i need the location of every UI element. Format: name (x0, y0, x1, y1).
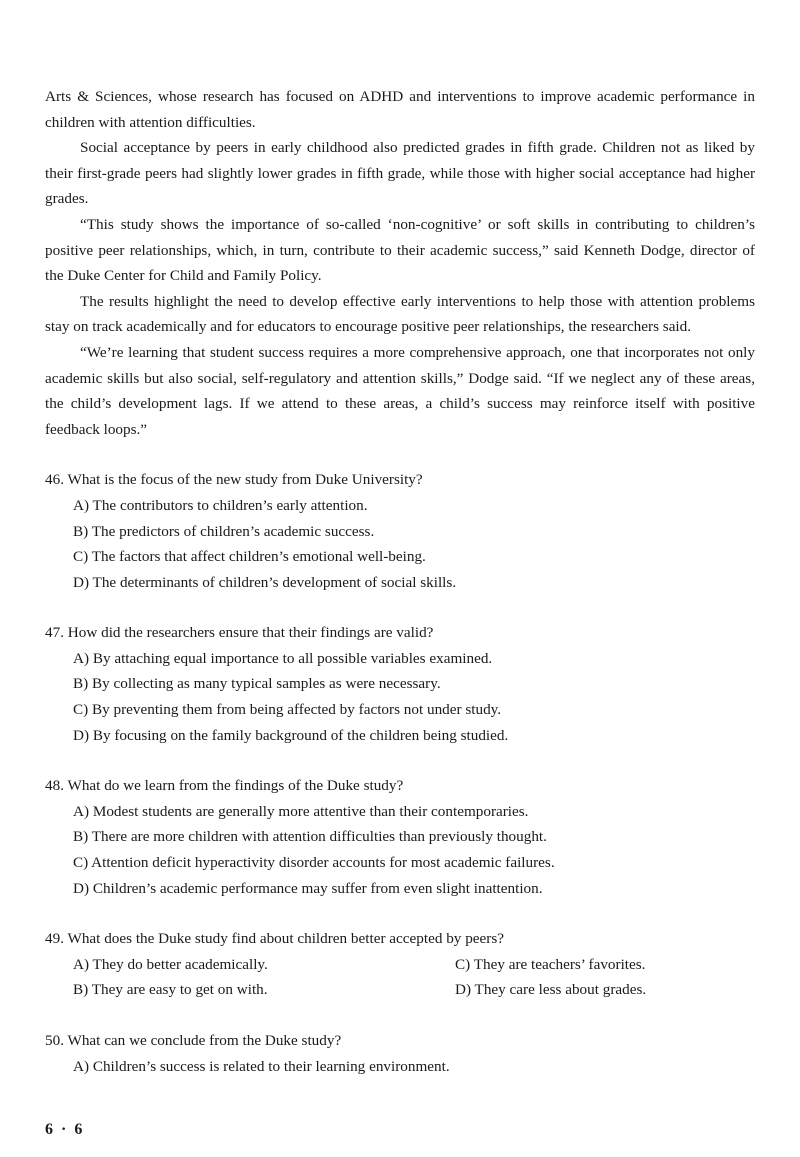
passage-paragraph-2: Social acceptance by peers in early childhood also predicted grades in fifth grade. Children not as liked by their first-grade peers had slightly lower grades in fifth grade, while those with higher social acceptance had higher grades. (45, 139, 755, 208)
question-stem: 47. How did the researchers ensure that their findings are valid? (45, 624, 434, 642)
passage-paragraph-3: “This study shows the importance of so-called ‘non-cognitive’ or soft skills in contributing to children’s positive peer relationships, which, in turn, contribute to their academic success,” said Kenneth Dodge, director of the Duke Center for Child and Family Policy. (45, 215, 755, 285)
question-48 (45, 773, 755, 901)
option-b: B) There are more children with attention difficulties than previously thought. (73, 828, 547, 846)
question-stem: 50. What can we conclude from the Duke study? (45, 1032, 342, 1049)
option-c: C) By preventing them from being affected by factors not under study. (73, 701, 502, 719)
question-stem: 46. What is the focus of the new study from Duke University? (45, 471, 423, 489)
option-b: B) By collecting as many typical samples as were necessary. (73, 675, 441, 693)
option-a: A) They do better academically. (73, 955, 268, 973)
passage-paragraph-5: “We’re learning that student success requires a more comprehensive approach, one that incorporates not only academic skills but also social, self-regulatory and attention skills,” Dodge said. “If we neglect any of these areas, the child’s development lags. If we attend to these areas, a child’s success may reinforce itself with positive feedback loops.” (45, 343, 755, 438)
option-b: B) They are easy to get on with. (73, 981, 268, 999)
option-d: D) The determinants of children’s development of social skills. (73, 573, 457, 591)
page-number: 6 · 6 (45, 1121, 85, 1138)
option-b: B) The predictors of children’s academic success. (73, 522, 375, 540)
question-50 (45, 1028, 755, 1079)
question-stem: 49. What does the Duke study find about children better accepted by peers? (45, 930, 504, 948)
question-49 (45, 926, 755, 1003)
passage (45, 84, 755, 442)
options-grid (45, 952, 755, 1003)
passage-paragraph-4: The results highlight the need to develop effective early interventions to help those with attention problems stay on track academically and for educators to encourage positive peer relationships, the researchers said. (45, 292, 755, 336)
option-d: D) Children’s academic performance may suffer from even slight inattention. (73, 879, 543, 897)
option-d: D) They care less about grades. (455, 981, 647, 999)
question-46 (45, 467, 755, 595)
option-c: C) Attention deficit hyperactivity disorder accounts for most academic failures. (73, 854, 555, 872)
passage-paragraph-1: Arts & Sciences, whose research has focused on ADHD and interventions to improve academic performance in children with attention difficulties. (45, 88, 755, 131)
question-stem: 48. What do we learn from the findings of the Duke study? (45, 777, 404, 795)
option-a: A) Children’s success is related to their learning environment. (73, 1057, 450, 1075)
option-c: C) The factors that affect children’s emotional well-being. (73, 548, 426, 566)
option-a: A) By attaching equal importance to all possible variables examined. (73, 649, 493, 667)
option-a: A) Modest students are generally more attentive than their contemporaries. (73, 802, 529, 820)
option-a: A) The contributors to children’s early attention. (73, 496, 368, 514)
option-c: C) They are teachers’ favorites. (455, 955, 646, 973)
question-47 (45, 620, 755, 748)
option-d: D) By focusing on the family background of the children being studied. (73, 726, 509, 744)
page-content (45, 84, 755, 1079)
